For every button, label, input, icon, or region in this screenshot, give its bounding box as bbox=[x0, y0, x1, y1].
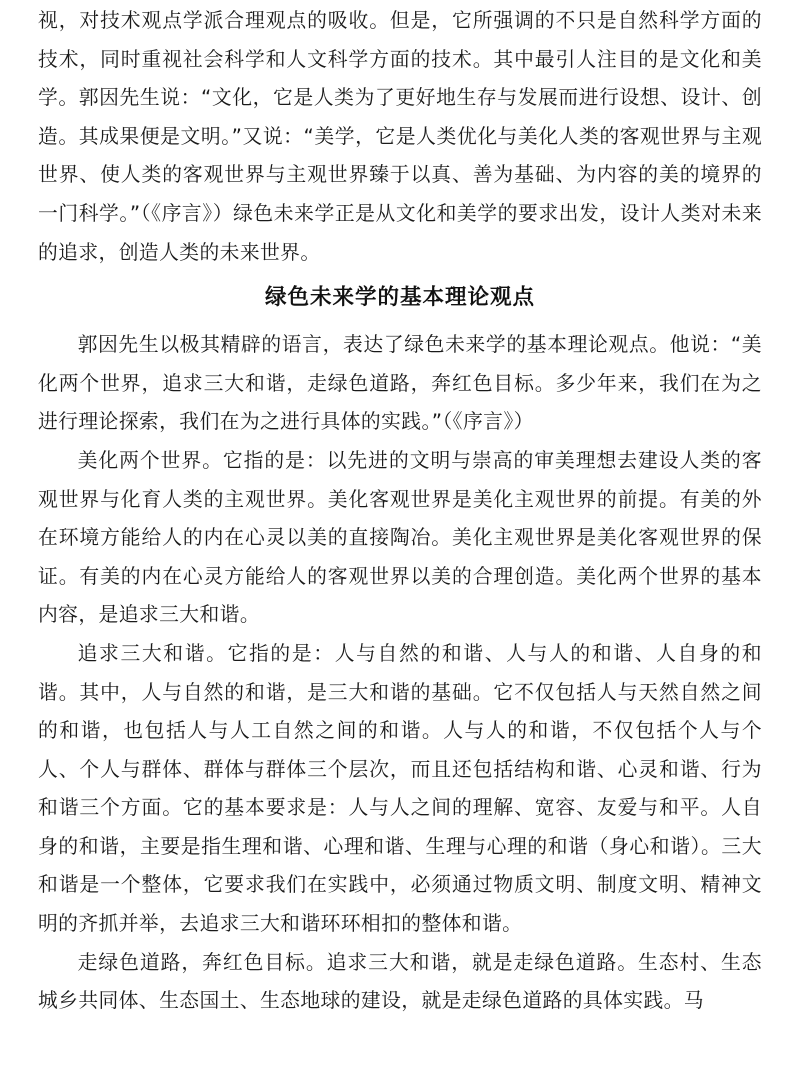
body-paragraph-1: 视，对技术观点学派合理观点的吸收。但是，它所强调的不只是自然科学方面的技术，同时重视社会科学和人文科学方面的技术。其中最引人注目的是文化和美学。郭因先生说：“文化，它是人类为了更好地生存与发展而进行设想、设计、创造。其成果便是文明。”又说：“美学，它是人类优化与美化人类的客观世界与主观世界、使人类的客观世界与主观世界臻于以真、善为基础、为内容的美的境界的一门科学。”（《序言》）绿色未来学正是从文化和美学的要求出发，设计人类对未来的追求，创造人类的未来世界。 bbox=[38, 9, 762, 264]
body-paragraph-4: 追求三大和谐。它指的是：人与自然的和谐、人与人的和谐、人自身的和谐。其中，人与自然的和谐，是三大和谐的基础。它不仅包括人与天然自然之间的和谐，也包括人与人工自然之间的和谐。人与人的和谐，不仅包括个人与个人、个人与群体、群体与群体三个层次，而且还包括结构和谐、心灵和谐、行为和谐三个方面。它的基本要求是：人与人之间的理解、宽容、友爱与和平。人自身的和谐，主要是指生理和谐、心理和谐、生理与心理的和谐（身心和谐）。三大和谐是一个整体，它要求我们在实践中，必须通过物质文明、制度文明、精神文明的齐抓并举，去追求三大和谐环环相扣的整体和谐。 bbox=[38, 641, 762, 936]
section-title: 绿色未来学的基本理论观点 bbox=[264, 285, 535, 311]
body-paragraph-3: 美化两个世界。它指的是：以先进的文明与崇高的审美理想去建设人类的客观世界与化育人类的主观世界。美化客观世界是美化主观世界的前提。有美的外在环境方能给人的内在心灵以美的直接陶冶。美化主观世界是美化客观世界的保证。有美的内在心灵方能给人的客观世界以美的合理创造。美化两个世界的基本内容，是追求三大和谐。 bbox=[38, 448, 762, 627]
body-paragraph-2: 郭因先生以极其精辟的语言，表达了绿色未来学的基本理论观点。他说：“美化两个世界，追求三大和谐，走绿色道路，奔红色目标。多少年来，我们在为之进行理论探索，我们在为之进行具体的实践。”（《序言》） bbox=[38, 333, 762, 434]
body-paragraph-5: 走绿色道路，奔红色目标。追求三大和谐，就是走绿色道路。生态村、生态城乡共同体、生态国土、生态地球的建设，就是走绿色道路的具体实践。马 bbox=[38, 950, 762, 1013]
document-page bbox=[38, 0, 762, 1072]
